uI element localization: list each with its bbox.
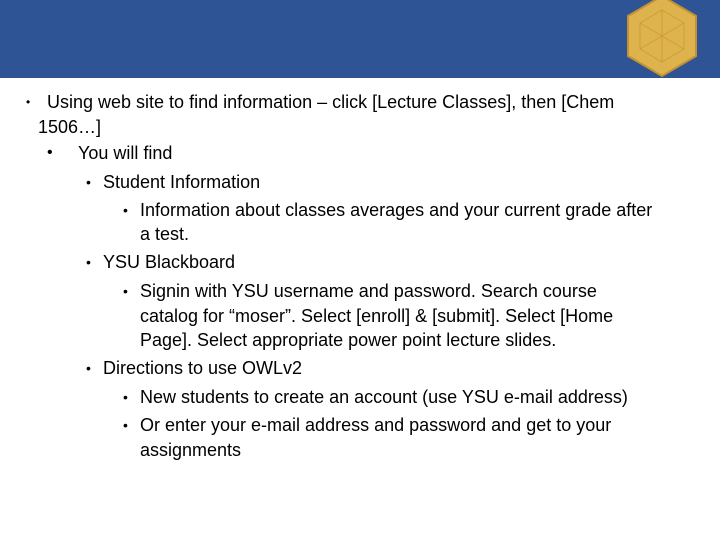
bullet-level1: • — [26, 95, 31, 109]
student-info-detail-line2: a test. — [140, 224, 190, 244]
bullet-level3: • — [123, 389, 128, 405]
blackboard-item: YSU Blackboard — [103, 252, 236, 272]
owl-item: Directions to use OWLv2 — [103, 358, 303, 378]
owl-detail-1: New students to create an account (use YSU e-mail address) — [140, 387, 628, 407]
blackboard-detail-line2: catalog for “moser”. Select [enroll] & [submit]. Select [Home — [140, 306, 614, 326]
owl-detail-2-line2: assignments — [140, 440, 242, 460]
bullet-level3: • — [123, 202, 128, 218]
bullet-level3: • — [86, 360, 91, 376]
blackboard-detail-line1: Signin with YSU username and password. Search course — [140, 281, 597, 301]
bullet-level3: • — [86, 254, 91, 270]
main-bullet-line1: Using web site to find information – click [Lecture Classes], then [Chem — [47, 92, 615, 112]
blackboard-detail-line3: Page]. Select appropriate power point lecture slides. — [140, 330, 557, 350]
owl-detail-2-line1: Or enter your e-mail address and password and get to your — [140, 415, 612, 435]
main-bullet-line2: 1506…] — [38, 117, 102, 137]
bullet-level2: • — [47, 144, 53, 161]
bullet-level3: • — [123, 283, 128, 299]
find-label: You will find — [78, 143, 173, 163]
student-info-item: Student Information — [103, 172, 261, 192]
bullet-level3: • — [86, 174, 91, 190]
student-info-detail-line1: Information about classes averages and your current grade after — [140, 200, 653, 220]
bullet-level3: • — [123, 417, 128, 433]
